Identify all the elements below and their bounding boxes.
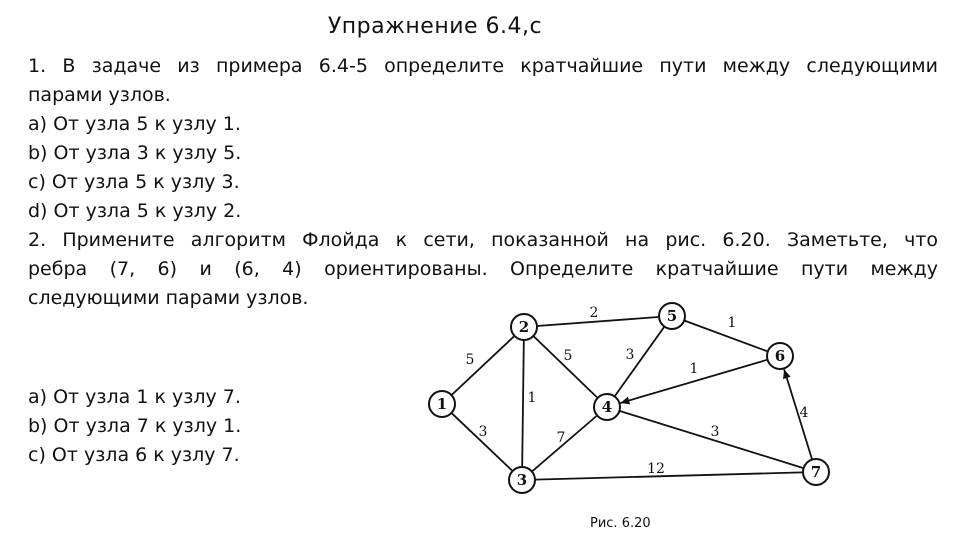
node-label: 7 bbox=[810, 463, 822, 481]
edge-weight-1-3: 3 bbox=[478, 424, 488, 440]
node-7 bbox=[803, 459, 829, 485]
task2-line1: 2. Примените алгоритм Флойда к сети, показанной на рис. 6.20. Заметьте, что bbox=[28, 229, 938, 251]
task1-item-d: d) От узла 5 к узлу 2. bbox=[28, 200, 242, 222]
edge-weight-5-6: 1 bbox=[727, 315, 737, 331]
network-figure bbox=[398, 286, 868, 506]
task2-items bbox=[28, 383, 241, 470]
node-1 bbox=[429, 391, 455, 417]
edge-weight-6-4: 1 bbox=[689, 361, 699, 377]
node-label: 5 bbox=[666, 307, 678, 325]
node-label: 2 bbox=[518, 318, 530, 336]
edge-weight-4-7: 3 bbox=[710, 424, 720, 440]
edge-2-4 bbox=[533, 336, 597, 397]
edge-2-3 bbox=[522, 340, 524, 466]
figure-caption: Рис. 6.20 bbox=[590, 516, 651, 531]
edge-5-4 bbox=[615, 327, 664, 396]
task1-item-c: c) От узла 5 к узлу 3. bbox=[28, 171, 240, 193]
edge-1-3 bbox=[451, 413, 511, 470]
node-6 bbox=[767, 343, 793, 369]
edge-3-7 bbox=[535, 472, 802, 479]
task2-item-b: b) От узла 7 к узлу 1. bbox=[28, 415, 242, 437]
task2-line3: следующими парами узлов. bbox=[28, 287, 309, 309]
task1-item-a: a) От узла 5 к узлу 1. bbox=[28, 113, 241, 135]
node-3 bbox=[509, 467, 535, 493]
edge-weight-2-3: 1 bbox=[527, 390, 537, 406]
task2-item-a: a) От узла 1 к узлу 7. bbox=[28, 386, 241, 408]
task1-item-b: b) От узла 3 к узлу 5. bbox=[28, 142, 242, 164]
node-4 bbox=[594, 394, 620, 420]
task2-line2: ребра (7, 6) и (6, 4) ориентированы. Определите кратчайшие пути между bbox=[28, 258, 938, 280]
edge-weight-3-7: 12 bbox=[647, 461, 665, 477]
edge-1-2 bbox=[451, 337, 513, 396]
task2-item-c: c) От узла 6 к узлу 7. bbox=[28, 444, 240, 466]
edge-weight-7-6: 4 bbox=[799, 405, 809, 421]
edge-5-6 bbox=[684, 321, 767, 352]
node-5 bbox=[659, 303, 685, 329]
task1-line2: парами узлов. bbox=[28, 84, 171, 106]
node-label: 4 bbox=[601, 398, 613, 416]
page-title: Упражнение 6.4,c bbox=[327, 14, 543, 39]
node-2 bbox=[511, 314, 537, 340]
node-label: 3 bbox=[516, 471, 528, 489]
edge-weight-1-2: 5 bbox=[465, 352, 475, 368]
edge-weight-2-4: 5 bbox=[563, 348, 573, 364]
edge-weight-5-4: 3 bbox=[625, 347, 635, 363]
edge-weight-2-5: 2 bbox=[589, 305, 599, 321]
node-label: 1 bbox=[436, 395, 448, 413]
task1-line1: 1. В задаче из примера 6.4-5 определите кратчайшие пути между следующими bbox=[28, 55, 938, 77]
task-text bbox=[28, 52, 938, 313]
edge-weight-3-4: 7 bbox=[556, 430, 566, 446]
node-label: 6 bbox=[774, 347, 786, 365]
